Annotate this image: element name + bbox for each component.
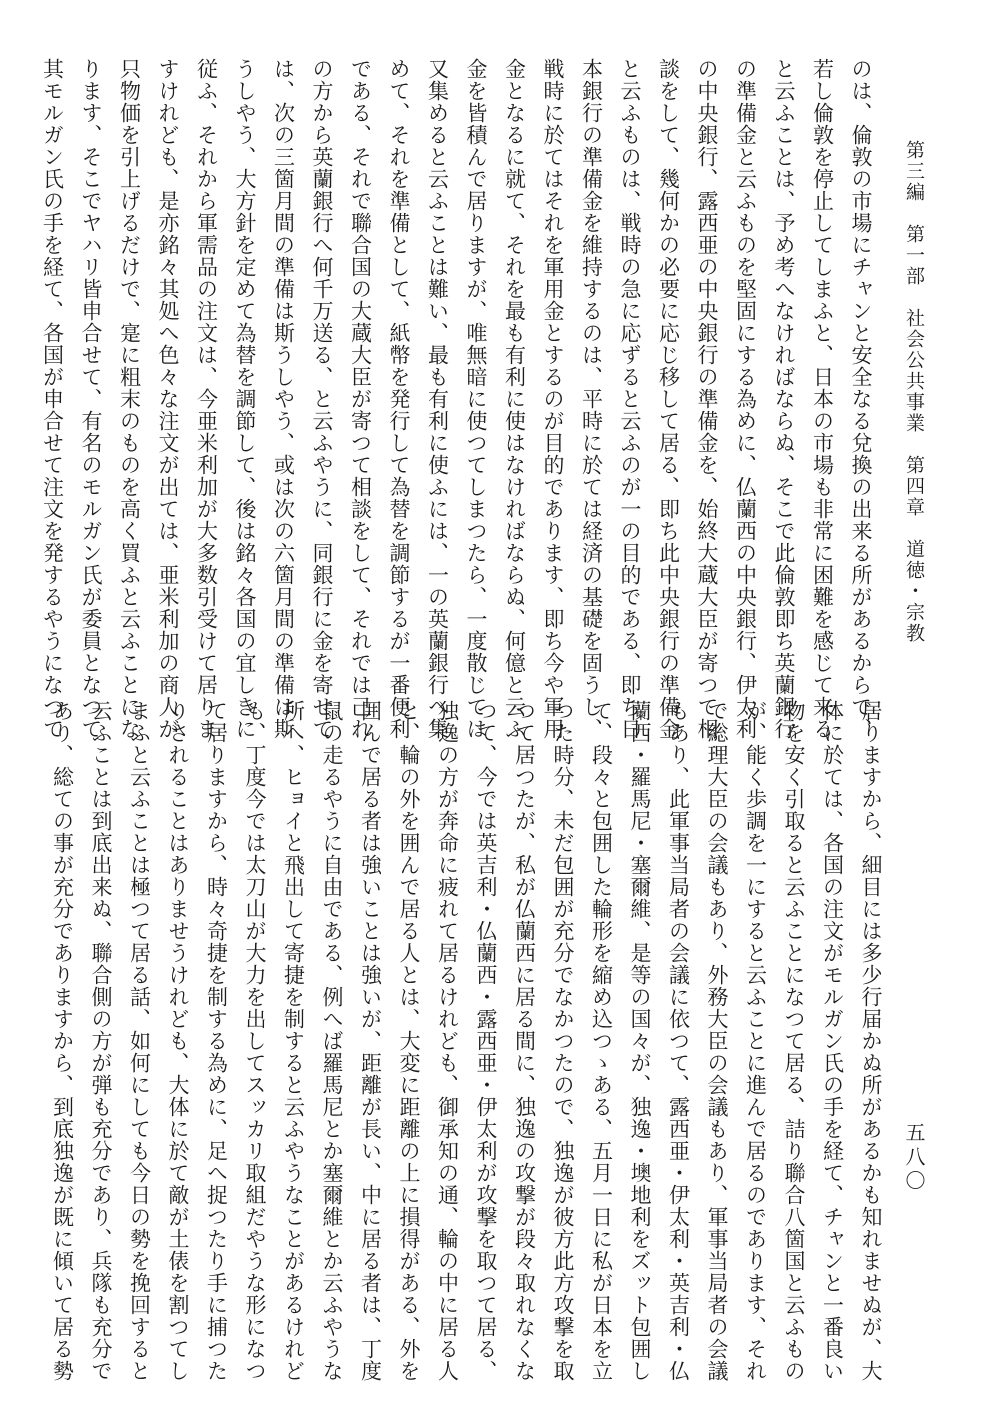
text-line: 従ふ、それから軍需品の注文は、今亜米利加が大多数引受けて居りま xyxy=(194,58,219,740)
text-line: 金となるに就て、それを最も有利に使はなければならぬ、何億と云ふ xyxy=(502,58,527,740)
text-line: て、段々と包囲した輪形を縮め込つゝある、五月一日に私が日本を立 xyxy=(589,700,614,1382)
text-line: りされることはありませうけれども、大体に於て敵が土俵を割つてし xyxy=(166,700,190,1382)
page-number: 五八〇 xyxy=(902,1122,926,1194)
text-line: と、輪の外を囲んで居る人とは、大変に距離の上に損得がある、外を xyxy=(397,700,421,1382)
text-line: である、それで聯合国の大蔵大臣が寄つて相談をして、それでは己れ xyxy=(348,58,373,740)
text-line: は、次の三箇月間の準備は斯うしやう、或は次の六箇月間の準備は斯 xyxy=(271,58,296,740)
text-line: まふと云ふことは極つて居る話、如何にしても今日の勢を挽回すると xyxy=(127,700,152,1382)
text-line: 金を皆積んで居りますが、唯無暗に使つてしまつたら、一度散じては xyxy=(464,58,488,740)
text-line: 蘭西・羅馬尼・塞爾維、是等の国々が、独逸・墺地利をズット包囲し xyxy=(628,700,652,1382)
text-line: 若し倫敦を停止してしまふと、日本の市場も非常に困難を感じて来る xyxy=(810,58,835,740)
text-line: 又集めると云ふことは難い、最も有利に使ふには、一の英蘭銀行へ集 xyxy=(425,58,450,740)
text-line: 談をして、幾何かの必要に応じ移して居る、即ち此中央銀行の準備金 xyxy=(656,58,681,740)
text-line: のは、倫敦の市場にチャンと安全なる兌換の出来る所があるからで、 xyxy=(849,58,873,740)
text-line: の準備金と云ふものを堅固にする為めに、仏蘭西の中央銀行、伊太利 xyxy=(733,58,758,740)
text-line: て居りますから、時々奇捷を制する為めに、足へ捉つたり手に捕つた xyxy=(204,700,229,1382)
text-line: と云ふことは、予め考へなければならぬ、そこで此倫敦即ち英蘭銀行 xyxy=(772,58,796,740)
text-line: 鼠の走るやうに自由である、例へば羅馬尼とか塞爾維とか云ふやうな xyxy=(320,700,344,1382)
text-line: 所へ、ヒョイと飛出して寄捷を制すると云ふやうなことがあるけれど xyxy=(281,700,306,1382)
text-line: 体に於ては、各国の注文がモルガン氏の手を経て、チャンと一番良い xyxy=(820,700,845,1382)
text-line: の方から英蘭銀行へ何千万送る、と云ふやうに、同銀行に金を寄せて xyxy=(310,58,334,740)
text-line: 只物価を引上げるだけで、寔に粗末のものを高く買ふと云ふことにな xyxy=(117,58,142,740)
text-line: 本銀行の準備金を維持するのは、平時に於ては経済の基礎を固うし、 xyxy=(579,58,604,740)
text-line: 独逸の方が奔命に疲れて居るけれども、御承知の通、輪の中に居る人 xyxy=(435,700,460,1382)
text-line: 戦時に於てはそれを軍用金とするのが目的であります、即ち今や軍用 xyxy=(541,58,565,740)
text-line: うしやう、大方針を定めて為替を調節して、後は銘々各国の宜しきに xyxy=(233,58,257,740)
text-line: 物を安く引取ると云ふことになつて居る、詰り聯合八箇国と云ふもの xyxy=(782,700,806,1382)
text-line: あり、総ての事が充分でありますから、到底独逸が既に傾いて居る勢 xyxy=(50,700,75,1382)
text-line: で総理大臣の会議もあり、外務大臣の会議もあり、軍事当局者の会議 xyxy=(705,700,729,1382)
running-header: 第三編 第一部 社会公共事業 第四章 道徳・宗教 xyxy=(903,140,925,644)
text-line: すけれども、是亦銘々其処へ色々な注文が出ては、亜米利加の商人が xyxy=(156,58,180,740)
text-line: ります、そこでヤハリ皆申合せて、有名のモルガン氏が委員となつて xyxy=(79,58,103,740)
lower-text-block xyxy=(50,700,890,1382)
text-line: 云ふことは到底出来ぬ、聯合側の方が弾も充分であり、兵隊も充分で xyxy=(89,700,113,1382)
text-line: も、丁度今では太刀山が大力を出してスッカリ取組だやうな形になつ xyxy=(243,700,267,1382)
text-line: と云ふものは、戦時の急に応ずると云ふのが一の目的である、即ち日 xyxy=(618,58,642,740)
text-line: の中央銀行、露西亜の中央銀行の準備金を、始終大蔵大臣が寄つて相 xyxy=(695,58,719,740)
text-line: つた時分、未だ包囲が充分でなかつたので、独逸が彼方此方攻撃を取 xyxy=(551,700,575,1382)
text-line: 居りますから、細目には多少行届かぬ所があるかも知れませぬが、大 xyxy=(859,700,883,1382)
text-line: もあり、此軍事当局者の会議に依つて、露西亜・伊太利・英吉利・仏 xyxy=(666,700,691,1382)
text-line: 囲んで居る者は強いことは強いが、距離が長い、中に居る者は、丁度 xyxy=(358,700,383,1382)
text-line: 其モルガン氏の手を経て、各国が申合せて注文を発するやうになつて xyxy=(40,58,65,740)
text-line: が、能く歩調を一にすると云ふことに進んで居るのであります、それ xyxy=(743,700,768,1382)
text-line: つて、今では英吉利・仏蘭西・露西亜・伊太利が攻撃を取つて居る、 xyxy=(474,700,498,1382)
text-line: つて居つたが、私が仏蘭西に居る間に、独逸の攻撃が段々取れなくな xyxy=(512,700,537,1382)
text-line: めて、それを準備として、紙幣を発行して為替を調節するが一番便利 xyxy=(387,58,411,740)
upper-text-block xyxy=(40,58,880,740)
